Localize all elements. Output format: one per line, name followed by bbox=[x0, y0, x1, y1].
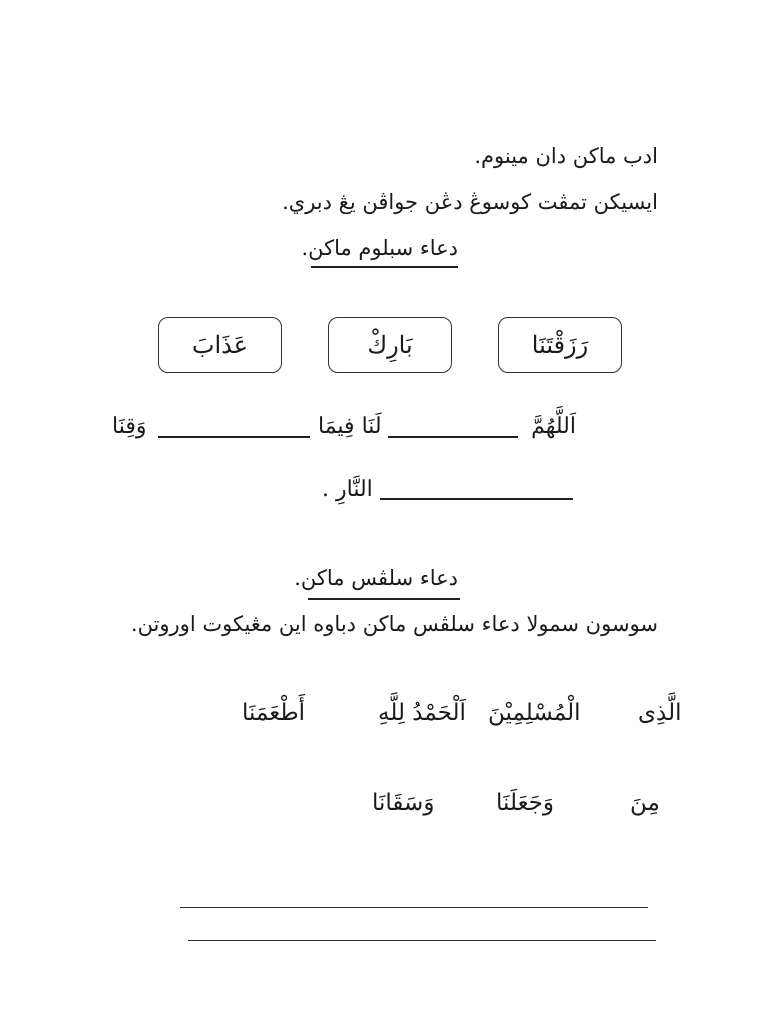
scrambled-word: أَطْعَمَنَا bbox=[242, 700, 306, 726]
cloze-text: النَّارِ . bbox=[322, 477, 373, 502]
cloze-text: اَللَّهُمَّ bbox=[531, 414, 576, 439]
heading-underline bbox=[311, 266, 458, 268]
word-bank-box bbox=[498, 317, 622, 373]
section-heading-before-meal: دعاء سبلوم ماکن. bbox=[301, 236, 458, 260]
scrambled-word: وَسَقَانَا bbox=[372, 790, 435, 816]
fill-blank-instruction: ايسيکن تمڤت کوسوڠ دڠن جواڤن يڠ دبري. bbox=[282, 190, 658, 214]
answer-line[interactable] bbox=[180, 907, 648, 908]
cloze-text: وَقِنَا bbox=[112, 414, 147, 439]
cloze-text: لَنَا فِيمَا bbox=[318, 414, 382, 439]
scrambled-word: وَجَعَلَنَا bbox=[496, 790, 554, 816]
scrambled-word: مِنَ bbox=[630, 790, 660, 816]
heading-underline bbox=[308, 598, 460, 600]
answer-line[interactable] bbox=[188, 940, 656, 941]
word-bank-word: عَذَابَ bbox=[191, 331, 249, 359]
scrambled-word: اَلْحَمْدُ لِلَّهِ bbox=[378, 700, 466, 726]
word-bank-box bbox=[158, 317, 282, 373]
worksheet-title: ادب ماکن دان مينوم. bbox=[474, 144, 658, 168]
word-bank-word: رَزَقْتَنَا bbox=[531, 331, 589, 359]
word-bank-word: بَارِكْ bbox=[367, 331, 413, 359]
scrambled-word: الْمُسْلِمِيْنَ bbox=[488, 700, 581, 726]
blank-line[interactable] bbox=[380, 498, 573, 500]
blank-line[interactable] bbox=[158, 436, 310, 438]
section-heading-after-meal: دعاء سلڤس ماکن. bbox=[294, 566, 458, 590]
scrambled-word: الَّذِى bbox=[638, 700, 682, 726]
blank-line[interactable] bbox=[388, 436, 518, 438]
word-bank-box bbox=[328, 317, 452, 373]
arrange-instruction: سوسون سمولا دعاء سلڤس ماکن دباوه اين مڠيکوت اوروتن. bbox=[130, 612, 658, 636]
